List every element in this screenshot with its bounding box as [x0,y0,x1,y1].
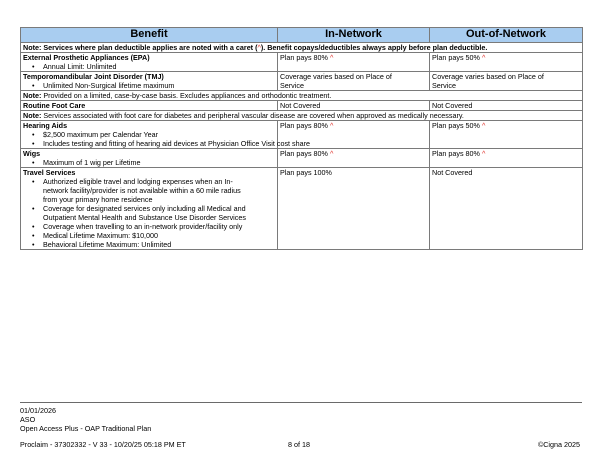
bullet-line: • Authorized eligible travel and lodging expenses when an In- [43,177,233,186]
header-benefit: Benefit [21,28,278,43]
note-text: Provided on a limited, case-by-case basis. Excludes appliances and orthodontic treatment. [41,91,332,100]
benefit-title: Routine Foot Care [21,101,278,111]
tmj-note [21,91,583,101]
deductible-note [21,43,583,53]
bullet-line: Outpatient Mental Health and Substance Use Disorder Services [43,213,246,222]
benefit-cell [21,72,278,91]
caret-symbol: ^ [329,53,334,62]
bullet-item: • Maximum of 1 wig per Lifetime [43,158,275,167]
benefit-bullets [23,130,311,148]
bullet-line: • Coverage for designated services only including all Medical and [43,204,246,213]
header-row [21,28,583,43]
bullet-item: • Unlimited Non-Surgical lifetime maximum [43,81,275,90]
note-row-tmj [21,91,583,101]
note-text: Services associated with foot care for diabetes and peripheral vascular disease are covered when approved as medically necessary. [41,111,464,120]
caret-symbol: ^ [481,53,486,62]
in-network-cell: Not Covered [278,101,430,111]
benefit-bullets [23,158,275,167]
in-network-cell [278,149,430,168]
bullet-item [43,177,275,204]
table-row-epa [21,53,583,72]
note-label: Note: [23,91,42,100]
coverage-text: Service [432,81,456,90]
out-network-cell: Not Covered [430,101,583,111]
coverage-text: Plan pays 80% [280,121,330,130]
bullet-item: • Coverage when travelling to an in-network provider/facility only [43,222,275,231]
table-row-tmj [21,72,583,91]
bullet-item: • $2,500 maximum per Calendar Year [43,130,275,139]
footer-divider [20,402,582,403]
benefit-bullets [23,177,275,249]
bullet-item: • Annual Limit: Unlimited [43,62,275,71]
out-network-cell [430,72,583,91]
out-network-cell [430,53,583,72]
coverage-text: Plan pays 80% [280,53,330,62]
caret-symbol: ^ [329,121,334,130]
note-row [21,43,583,53]
table-row-wigs [21,149,583,168]
benefit-cell [21,168,278,250]
coverage-text: Coverage varies based on Place of [432,72,544,81]
benefit-cell [21,53,278,72]
benefits-table [20,27,583,250]
benefit-bullets [23,62,275,71]
caret-symbol: ^ [481,121,486,130]
header-out-of-network: Out-of-Network [430,28,583,43]
header-in-network: In-Network [278,28,430,43]
footer-copyright: ©Cigna 2025 [537,440,580,449]
footer-date: 01/01/2026 [20,406,56,415]
bullet-item: • Medical Lifetime Maximum: $10,000 [43,231,275,240]
table-row-foot-care [21,101,583,111]
coverage-text: Plan pays 50% [432,53,482,62]
footer-proclaim: Proclaim - 37302332 - V 33 - 10/20/25 05:18 PM ET [20,440,186,449]
table-row-hearing-aids [21,121,583,149]
benefit-title: Travel Services [23,168,76,177]
caret-symbol: ^ [329,149,334,158]
note-label: Note: [23,111,42,120]
out-network-cell: Not Covered [430,168,583,250]
footer-plan: Open Access Plus - OAP Traditional Plan [20,424,152,433]
benefit-title: Hearing Aids [23,121,68,130]
in-network-cell: Plan pays 100% [278,168,430,250]
footer-page-number: 8 of 18 [288,440,310,449]
bullet-line: from your primary home residence [43,195,153,204]
note-text-before: Services where plan deductible applies are noted with a caret ( [41,43,258,52]
foot-care-note [21,111,583,121]
caret-symbol: ^ [257,43,261,52]
out-network-cell [430,149,583,168]
coverage-text: Plan pays 50% [432,121,482,130]
note-text-after: ). Benefit copays/deductibles always apply before plan deductible. [260,43,488,52]
coverage-text: Coverage varies based on Place of [280,72,392,81]
in-network-cell [278,72,430,91]
bullet-item: • Includes testing and fitting of hearing aid devices at Physician Office Visit cost share [43,139,275,148]
note-row-foot-care [21,111,583,121]
footer-funding: ASO [20,415,36,424]
table-row-travel [21,168,583,250]
benefit-cell [21,149,278,168]
bullet-item [43,204,275,222]
bullet-line: network facility/provider is not available within a 60 mile radius [43,186,241,195]
caret-symbol: ^ [481,149,486,158]
in-network-cell [278,53,430,72]
note-label: Note: [23,43,42,52]
coverage-text: Plan pays 80% [432,149,482,158]
out-network-cell [430,121,583,149]
benefit-title: External Prosthetic Appliances (EPA) [23,53,150,62]
coverage-text: Service [280,81,304,90]
benefit-title: Wigs [23,149,41,158]
bullet-item: • Behavioral Lifetime Maximum: Unlimited [43,240,275,249]
benefit-title: Temporomandibular Joint Disorder (TMJ) [23,72,164,81]
benefit-bullets [23,81,275,90]
coverage-text: Plan pays 80% [280,149,330,158]
